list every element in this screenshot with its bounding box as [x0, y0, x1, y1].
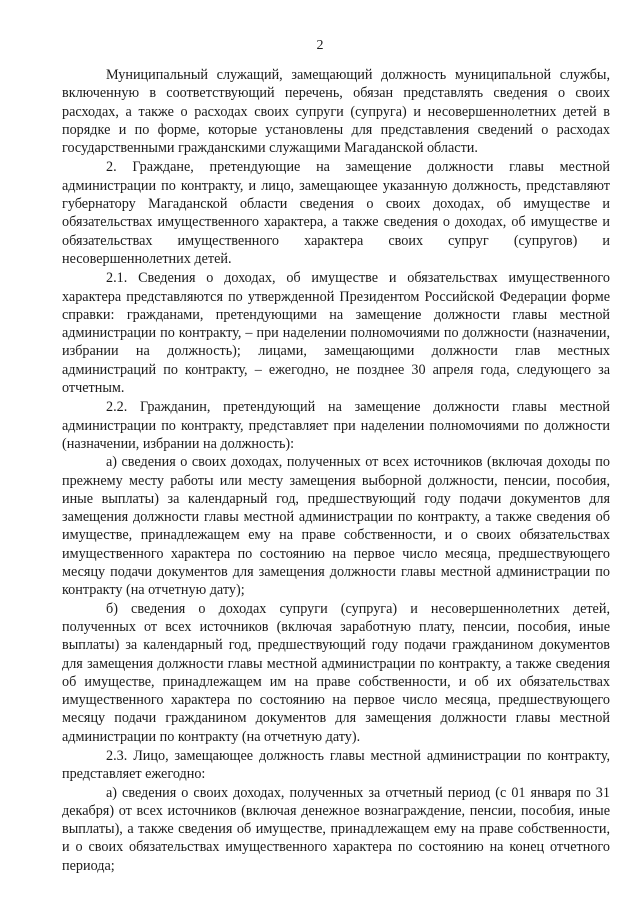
paragraph-2: 2. Граждане, претендующие на замещение должности главы местной администрации по контракту, и лицо, замещающее указанную должность, представляют губернатору Магаданской области сведения о своих доходах, об имуществе и обязательствах имущественного характера, а также сведения о доходах, об имуществе и обязательствах имущественного характера своих супруг (супругов) и несовершеннолетних детей.: [62, 159, 610, 267]
paragraph-2-2-a: а) сведения о своих доходах, полученных от всех источников (включая доходы по прежнему месту работы или месту замещения выборной должности, пенсии, пособия, иные выплаты) за календарный год, предшествующий году подачи документов для замещения должности главы местной администрации по контракту, а также сведения об имуществе, принадлежащем ему на праве собственности, и о своих обязательствах имущественного характера по состоянию на первое число месяца, предшествующего месяцу подачи документов для замещения должности главы местной администрации по контракту (на отчетную дату);: [62, 454, 610, 599]
document-body: [62, 66, 610, 875]
page-number: 2: [316, 38, 324, 53]
paragraph-2-3: 2.3. Лицо, замещающее должность главы местной администрации по контракту, представляет ежегодно:: [62, 747, 610, 783]
paragraph-2-3-a: а) сведения о своих доходах, полученных за отчетный период (с 01 января по 31 декабря) от всех источников (включая денежное вознаграждение, пенсии, пособия, иные выплаты), а также сведения об имуществе, принадлежащем ему на праве собственности, и о своих обязательствах имущественного характера по состоянию на конец отчетного периода;: [62, 784, 610, 874]
paragraph-2-2-b: б) сведения о доходах супруги (супруга) и несовершеннолетних детей, полученных от всех источников (включая заработную плату, пенсии, пособия, иные выплаты) за календарный год, предшествующий году подачи гражданином документов для замещения должности главы местной администрации по контракту, а также сведения об имуществе, принадлежащем им на праве собственности, и об их обязательствах имущественного характера по состоянию на первое число месяца, предшествующего месяцу подачи гражданином документов для замещения должности главы местной администрации по контракту (на отчетную дату).: [62, 600, 610, 745]
paragraph-2-2: 2.2. Гражданин, претендующий на замещение должности главы местной администрации по контракту, представляет при наделении полномочиями по должности (назначении, избрании на должность):: [62, 399, 610, 452]
paragraph-expenses: Муниципальный служащий, замещающий должность муниципальной службы, включенную в соответствующий перечень, обязан представлять сведения о своих расходах, а также о расходах своих супруги (супруга) и несовершеннолетних детей в порядке и по форме, которые установлены для представления сведений о расходах государственными гражданскими служащими Магаданской области.: [62, 67, 610, 157]
paragraph-2-1: 2.1. Сведения о доходах, об имуществе и обязательствах имущественного характера представляются по утвержденной Президентом Российской Федерации форме справки: гражданами, претендующими на замещение должности главы местной администрации по контракту, – при наделении полномочиями по должности (назначении, избрании на должность); лицами, замещающими должности глав местных администраций по контракту, – ежегодно, не позднее 30 апреля года, следующего за отчетным.: [62, 270, 610, 397]
